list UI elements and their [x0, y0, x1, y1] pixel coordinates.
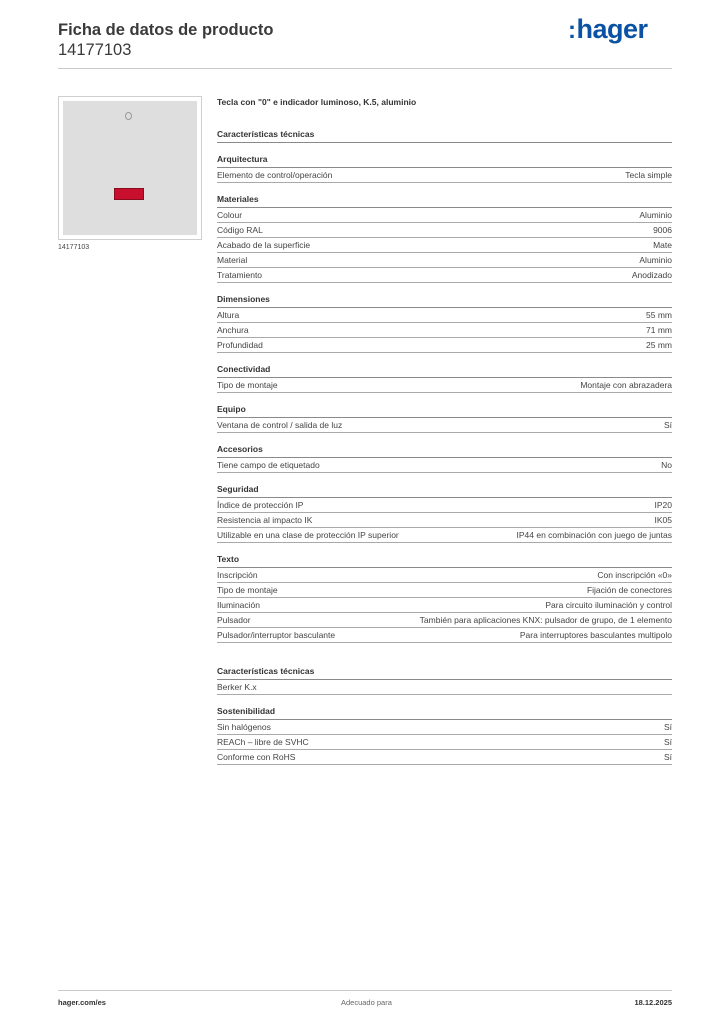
product-image — [58, 96, 202, 240]
spec-row — [217, 735, 672, 750]
footer-date: 18.12.2025 — [634, 998, 672, 1007]
footer-website[interactable]: hager.com/es — [58, 998, 106, 1007]
spec-value: Sí — [663, 737, 672, 747]
spec-value: 71 mm — [646, 325, 672, 335]
footer-note: Adecuado para — [341, 998, 392, 1007]
spec-row — [217, 208, 672, 223]
section-heading: Arquitectura — [217, 153, 672, 168]
spec-value: Fijación de conectores — [586, 585, 672, 595]
section-heading: Accesorios — [217, 443, 672, 458]
spec-value: Mate — [653, 240, 672, 250]
spec-value: Sí — [663, 752, 672, 762]
spec-value: Montaje con abrazadera — [580, 380, 672, 390]
document-header — [58, 20, 273, 60]
spec-value: 55 mm — [646, 310, 672, 320]
spec-row — [217, 268, 672, 283]
section-heading: Sostenibilidad — [217, 705, 672, 720]
product-name: Tecla con "0" e indicador luminoso, K.5, aluminio — [217, 97, 417, 107]
spec-label: Acabado de la superficie — [217, 240, 311, 250]
spec-row — [217, 238, 672, 253]
spec-label: Resistencia al impacto IK — [217, 515, 313, 525]
spec-label: Código RAL — [217, 225, 263, 235]
spec-row — [217, 418, 672, 433]
image-caption: 14177103 — [58, 244, 90, 251]
spec-row — [217, 253, 672, 268]
spec-value — [422, 681, 672, 693]
spec-label: Utilizable en una clase de protección IP superior — [217, 530, 399, 540]
spec-value: Tecla simple — [625, 170, 672, 180]
spec-label: Ventana de control / salida de luz — [217, 420, 343, 430]
spec-label: Tratamiento — [217, 270, 263, 280]
spec-label: Tiene campo de etiquetado — [217, 460, 320, 470]
section-heading: Dimensiones — [217, 293, 672, 308]
section-heading: Seguridad — [217, 483, 672, 498]
spec-value: Para circuito iluminación y control — [545, 600, 672, 610]
spec-label: Berker K.x — [217, 682, 257, 692]
spec-value: 25 mm — [646, 340, 672, 350]
section-heading: Conectividad — [217, 363, 672, 378]
spec-label: Anchura — [217, 325, 249, 335]
spec-row — [217, 308, 672, 323]
logo-text: hager — [576, 14, 648, 44]
spec-row — [217, 750, 672, 765]
document-title: Ficha de datos de producto — [58, 21, 274, 39]
spec-row — [217, 458, 672, 473]
spec-label: Colour — [217, 210, 243, 220]
spec-value: Sí — [663, 420, 672, 430]
spec-content — [217, 96, 672, 765]
spec-row — [217, 223, 672, 238]
footer-divider — [58, 990, 672, 991]
zero-inscription-mark — [125, 112, 132, 120]
section-heading: Características técnicas — [217, 665, 672, 680]
red-indicator-window — [114, 188, 144, 200]
product-number: 14177103 — [58, 41, 132, 59]
spec-row — [217, 680, 672, 695]
spec-label: Profundidad — [217, 340, 263, 350]
spec-label: Sin halógenos — [217, 722, 271, 732]
spec-value: Con inscripción «0» — [597, 570, 672, 580]
spec-row — [217, 628, 672, 643]
spec-value: Anodizado — [631, 270, 672, 280]
section-heading: Equipo — [217, 403, 672, 418]
spec-label: Conforme con RoHS — [217, 752, 296, 762]
spec-label: REACh – libre de SVHC — [217, 737, 309, 747]
spec-row — [217, 568, 672, 583]
section-heading: Materiales — [217, 193, 672, 208]
header-divider — [58, 68, 672, 69]
spec-value: IP44 en combinación con juego de juntas — [516, 530, 672, 540]
spec-sections — [217, 128, 672, 765]
spec-label: Altura — [217, 310, 240, 320]
spec-label: Material — [217, 255, 248, 265]
section-heading: Texto — [217, 553, 672, 568]
spec-row — [217, 323, 672, 338]
spec-row — [217, 598, 672, 613]
spec-value: No — [661, 460, 672, 470]
spec-label: Elemento de control/operación — [217, 170, 333, 180]
spec-row — [217, 513, 672, 528]
spec-label: Tipo de montaje — [217, 380, 278, 390]
spec-label: Iluminación — [217, 600, 260, 610]
spec-value: IK05 — [654, 515, 672, 525]
spec-label: Pulsador/interruptor basculante — [217, 630, 336, 640]
spec-label: Inscripción — [217, 570, 258, 580]
spec-value: Aluminio — [639, 255, 672, 265]
spec-row — [217, 338, 672, 353]
spec-value: 9006 — [653, 225, 672, 235]
spec-value: Aluminio — [639, 210, 672, 220]
spec-value: También para aplicaciones KNX: pulsador de grupo, de 1 elemento — [419, 615, 672, 625]
spec-label: Índice de protección IP — [217, 500, 304, 510]
spec-value: IP20 — [654, 500, 672, 510]
spec-row — [217, 583, 672, 598]
spec-label: Pulsador — [217, 615, 251, 625]
spec-value: Para interruptores basculantes multipolo — [519, 630, 672, 640]
spec-row — [217, 498, 672, 513]
spec-row — [217, 613, 672, 628]
hager-logo: :hager — [568, 14, 648, 44]
spec-label: Tipo de montaje — [217, 585, 278, 595]
spec-row — [217, 720, 672, 735]
spec-row — [217, 168, 672, 183]
spec-row — [217, 378, 672, 393]
switch-plate — [63, 101, 197, 235]
spec-value: Sí — [663, 722, 672, 732]
spec-row — [217, 528, 672, 543]
section-heading: Características técnicas — [217, 128, 672, 143]
